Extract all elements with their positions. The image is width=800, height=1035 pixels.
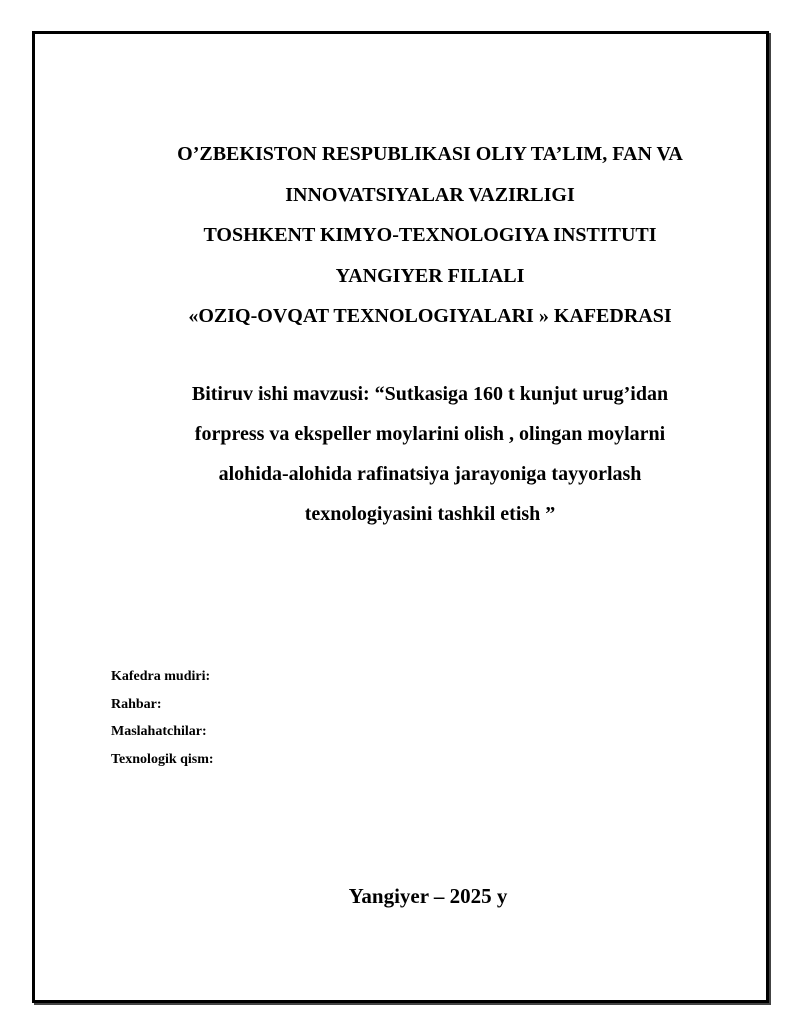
heading-line-institute: TOSHKENT KIMYO-TEXNOLOGIYA INSTITUTI <box>203 224 657 246</box>
heading-line-ministry-cont: INNOVATSIYALAR VAZIRLIGI <box>285 183 575 206</box>
ministry-heading <box>32 134 800 337</box>
thesis-topic <box>32 374 800 534</box>
supervisor-label: Rahbar: <box>111 696 162 712</box>
topic-line-1: Bitiruv ishi mavzusi: “Sutkasiga 160 t kunjut urug’idan <box>191 383 669 405</box>
signature-list <box>111 663 214 773</box>
consultants-label: Maslahatchilar: <box>111 724 207 739</box>
topic-line-2: forpress va ekspeller moylarini olish , olingan moylarni <box>194 423 666 445</box>
topic-line-4: texnologiyasini tashkil etish ” <box>304 503 556 525</box>
head-of-department-label: Kafedra mudiri: <box>111 669 211 684</box>
place-year: Yangiyer – 2025 y <box>348 884 508 908</box>
topic-line-3: alohida-alohida rafinatsiya jarayoniga tayyorlash <box>218 463 642 485</box>
heading-line-department: «OZIQ-OVQAT TEXNOLOGIYALARI » KAFEDRASI <box>188 305 672 327</box>
heading-line-ministry: O’ZBEKISTON RESPUBLIKASI OLIY TA’LIM, FAN VA <box>177 143 683 165</box>
heading-line-branch: YANGIYER FILIALI <box>335 264 525 287</box>
technological-part-label: Texnologik qism: <box>111 751 214 767</box>
